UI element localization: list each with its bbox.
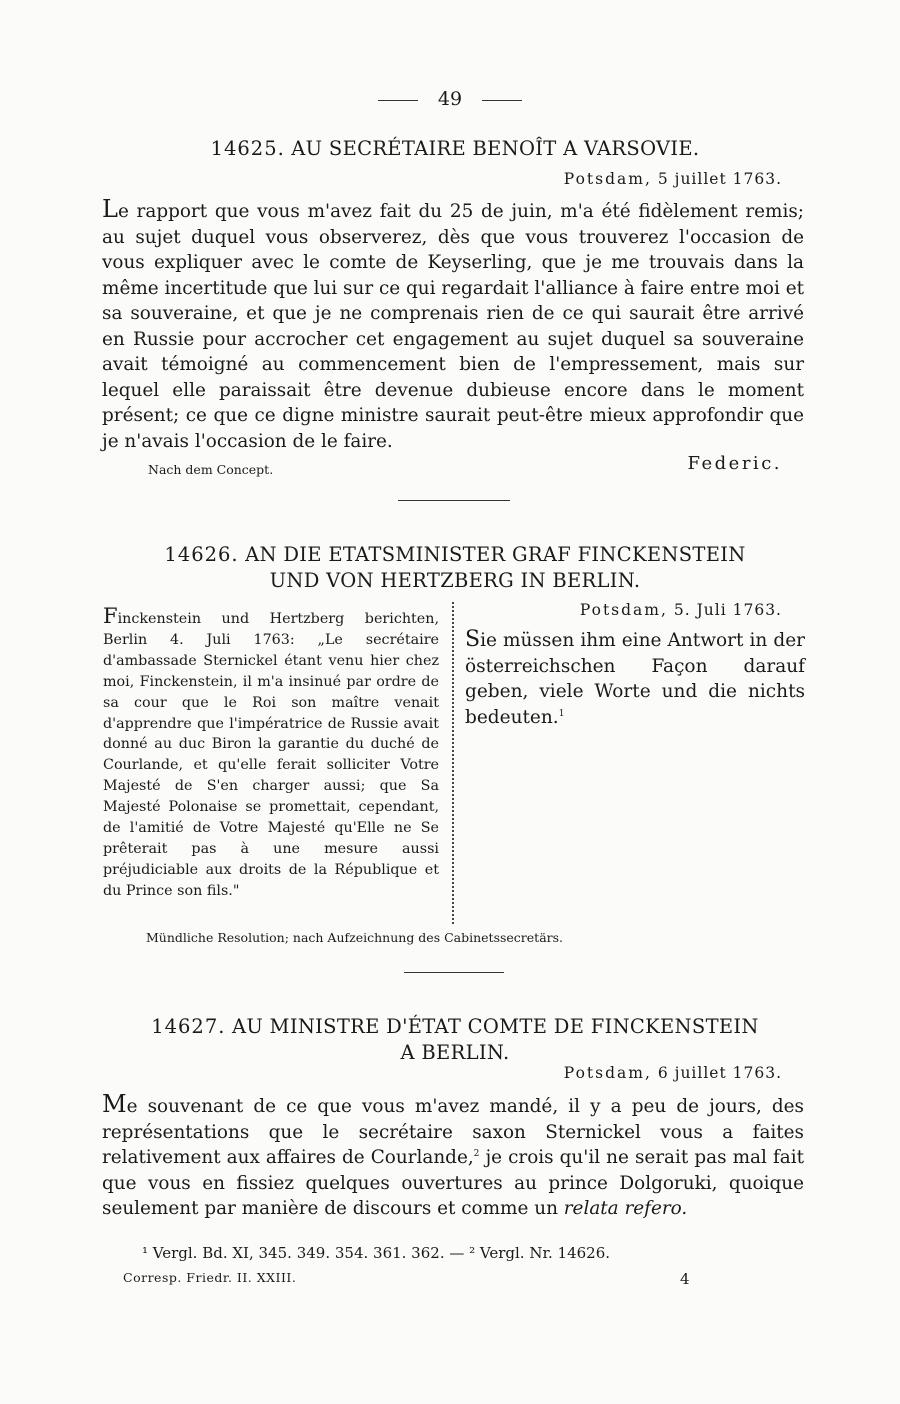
letter-1-text: e rapport que vous m'avez fait du 25 de juin, m'a été fidèlement remis; au sujet duquel vous observerez, dès que vous trouverez l'occasion de vous expliquer avec le comte de Keyserling, que je me trouvais dans la même incertitude que lui sur ce qui regardait l'alliance à faire entre moi et sa souveraine, et que je ne comprenais rien de ce qui saurait être arrivé en Russie pour accrocher cet engagement au sujet duquel sa souveraine avait témoigné au commencement bien de l'empressement, mais sur lequel elle paraissait être devenue dubieuse encore dans le moment présent; ce que ce digne ministre saurait peut-être mieux approfondir que je n'avais l'occasion de le faire. (102, 201, 804, 452)
letter-2-heading (100, 542, 810, 594)
letter-3-number: 14627. (151, 1015, 226, 1038)
footnote-marker-1: 1 (558, 708, 565, 719)
header-rule-left (378, 100, 418, 101)
letter-3-body (102, 1092, 804, 1222)
letter-1-date: 5 juillet 1763. (657, 170, 782, 188)
letter-2-number: 14626. (164, 543, 239, 566)
letter-2-right-initial: S (465, 627, 481, 652)
letter-1-heading (100, 136, 810, 162)
letter-2-title-line-2: UND VON HERTZBERG IN BERLIN. (269, 569, 641, 592)
page-header (0, 88, 900, 110)
letter-3-italic-phrase: relata refero. (563, 1198, 688, 1219)
letter-3-text-2: je crois qu'il ne serait pas mal fait que vous en fissiez quelques ouvertures au prince Dolgoruki, quoique seulement par manière de discours et comme un (102, 1147, 804, 1219)
column-divider (452, 602, 454, 924)
letter-2-title-line-1 (100, 542, 810, 568)
letter-2-dateline (580, 601, 782, 619)
letter-2-place: Potsdam, (579, 601, 668, 619)
letter-2-source-note: Mündliche Resolution; nach Aufzeichnung des Cabinetssecretärs. (146, 930, 564, 945)
letter-3-dateline (564, 1064, 782, 1082)
letter-2-report-column (103, 606, 439, 902)
footer-signature-line: Corresp. Friedr. II. XXIII. (123, 1270, 297, 1285)
letter-1-source-note: Nach dem Concept. (148, 462, 274, 477)
letter-1-signature: Federic. (687, 453, 782, 474)
letter-2-left-initial: F (103, 604, 118, 628)
separator-1 (398, 500, 510, 501)
letter-3-initial: M (102, 1090, 127, 1118)
footer-gathering-number: 4 (680, 1270, 690, 1288)
page-number: 49 (437, 88, 463, 110)
letter-3-title-1: AU MINISTRE D'ÉTAT COMTE DE FINCKENSTEIN (231, 1015, 759, 1038)
letter-3-date: 6 juillet 1763. (657, 1064, 782, 1082)
letter-3-place: Potsdam, (563, 1064, 652, 1082)
letter-1-number: 14625. (210, 137, 285, 160)
letter-2-left-text: inckenstein und Hertzberg berichten, Berlin 4. Juli 1763: „Le secrétaire d'ambassade Sternickel étant venu hier chez moi, Finckenstein, il m'a insinué par ordre de sa cour que le Roi son maître venait d'apprendre que l'impératrice de Russie avait donné au duc Biron la garantie du duché de Courlande, et qu'elle ferait solliciter Votre Majesté de S'en charger aussi; que Sa Majesté Polonaise se promettait, cependant, de l'amitié de Votre Majesté qu'Elle ne Se prêterait pas à une mesure aussi préjudiciable aux droits de la République et du Prince son fils." (103, 611, 439, 899)
letter-3-title-line-1 (100, 1014, 810, 1040)
footnote-marker-2: 2 (473, 1148, 480, 1159)
letter-3-title-line-2: A BERLIN. (400, 1041, 510, 1064)
letter-3-text-1: e souvenant de ce que vous m'avez mandé, il y a peu de jours, des représentations que le secrétaire saxon Sternickel vous a faites relativement aux affaires de Courlande, (102, 1096, 804, 1168)
letter-1-place: Potsdam, (563, 170, 652, 188)
letter-1-dateline (564, 170, 782, 188)
separator-2 (404, 972, 504, 973)
header-rule-right (482, 100, 522, 101)
letter-1-body (102, 197, 804, 454)
letter-2-resolution-column (465, 627, 805, 730)
footnotes: ¹ Vergl. Bd. XI, 345. 349. 354. 361. 362. — ² Vergl. Nr. 14626. (142, 1244, 611, 1262)
letter-3-heading (100, 1014, 810, 1066)
letter-1-title: AU SECRÉTAIRE BENOÎT A VARSOVIE. (291, 137, 700, 160)
letter-2-right-text: ie müssen ihm eine Antwort in der österreichschen Façon darauf geben, viele Worte und die nichts bedeuten. (465, 630, 805, 728)
letter-2-date: 5. Juli 1763. (673, 601, 782, 619)
letter-1-initial: L (102, 195, 118, 223)
letter-2-title-1: AN DIE ETATSMINISTER GRAF FINCKENSTEIN (245, 543, 746, 566)
